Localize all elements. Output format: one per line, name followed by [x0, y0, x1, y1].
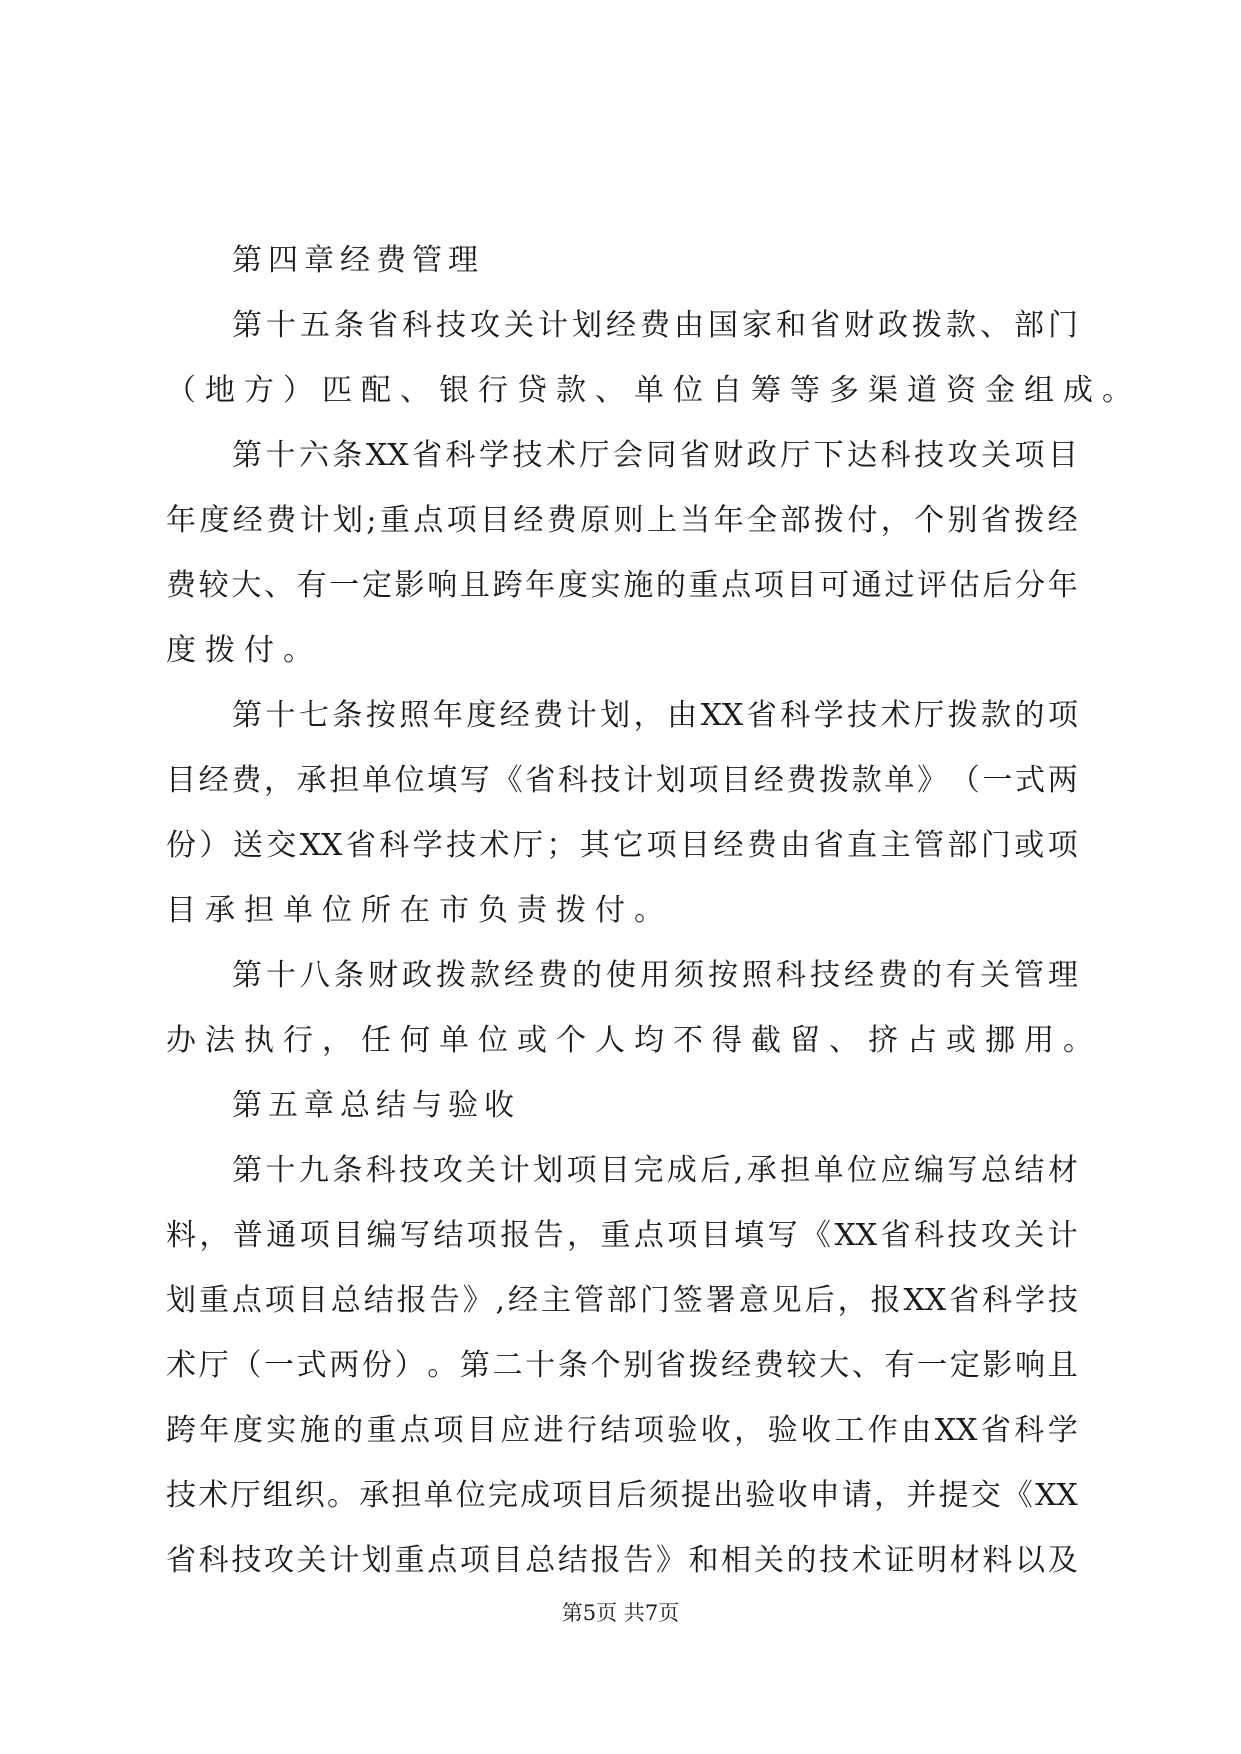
- paragraph-line: 第 十 六 条 XX 省 科 学 技 术 厅 会 同 省 财 政 厅 下 达 科 技 攻 关 项 目: [232, 438, 1078, 473]
- paragraph-line: 费 较 大 、 有 一 定 影 响 且 跨 年 度 实 施 的 重 点 项 目 可 通 过 评 估 后 分 年: [166, 568, 1078, 603]
- paragraph-line: 第 十 五 条 省 科 技 攻 关 计 划 经 费 由 国 家 和 省 财 政 拨 款 、 部 门: [232, 308, 1078, 343]
- paragraph-line: 术 厅 （ 一 式 两 份 ） 。 第 二 十 条 个 别 省 拨 经 费 较 大 、 有 一 定 影 响 且: [166, 1348, 1078, 1383]
- paragraph-line: 办法执行，任何单位或个人均不得截留、挤占或挪用。: [166, 1023, 1102, 1058]
- paragraph-line: 度拨付。: [166, 633, 322, 668]
- chapter-heading: 第五章总结与验收: [232, 1088, 520, 1123]
- page-number-footer: 第5页 共7页: [561, 1601, 680, 1625]
- paragraph-line: 第 十 八 条 财 政 拨 款 经 费 的 使 用 须 按 照 科 技 经 费 的 有 关 管 理: [232, 958, 1078, 993]
- paragraph-line: 料 ， 普 通 项 目 编 写 结 项 报 告 ， 重 点 项 目 填 写 《 XX 省 科 技 攻 关 计: [166, 1218, 1078, 1253]
- paragraph-line: 划 重 点 项 目 总 结 报 告 》 , 经 主 管 部 门 签 署 意 见 后 ， 报 XX 省 科 学 技: [166, 1283, 1078, 1318]
- paragraph-line: 第 十 九 条 科 技 攻 关 计 划 项 目 完 成 后 , 承 担 单 位 应 编 写 总 结 材: [232, 1153, 1078, 1188]
- paragraph-line: 第 十 七 条 按 照 年 度 经 费 计 划 ， 由 XX 省 科 学 技 术 厅 拨 款 的 项: [232, 698, 1078, 733]
- paragraph-line: 目承担单位所在市负责拨付。: [166, 893, 673, 928]
- paragraph-line: 技 术 厅 组 织 。 承 担 单 位 完 成 项 目 后 须 提 出 验 收 申 请 ， 并 提 交 《 XX: [166, 1478, 1078, 1513]
- document-body: [166, 228, 1141, 1593]
- paragraph-line: 年 度 经 费 计 划 ; 重 点 项 目 经 费 原 则 上 当 年 全 部 拨 付 ， 个 别 省 拨 经: [166, 503, 1078, 538]
- paragraph-line: 份 ） 送 交 XX 省 科 学 技 术 厅 ； 其 它 项 目 经 费 由 省 直 主 管 部 门 或 项: [166, 828, 1078, 863]
- chapter-heading: 第四章经费管理: [232, 243, 484, 278]
- paragraph-line: 跨 年 度 实 施 的 重 点 项 目 应 进 行 结 项 验 收 ， 验 收 工 作 由 XX 省 科 学: [166, 1413, 1078, 1448]
- paragraph-line: 目 经 费 ， 承 担 单 位 填 写 《 省 科 技 计 划 项 目 经 费 拨 款 单 》 （ 一 式 两: [166, 763, 1078, 798]
- paragraph-line: （地方）匹配、银行贷款、单位自筹等多渠道资金组成。: [166, 373, 1141, 408]
- paragraph-line: 省 科 技 攻 关 计 划 重 点 项 目 总 结 报 告 》 和 相 关 的 技 术 证 明 材 料 以 及: [166, 1543, 1078, 1578]
